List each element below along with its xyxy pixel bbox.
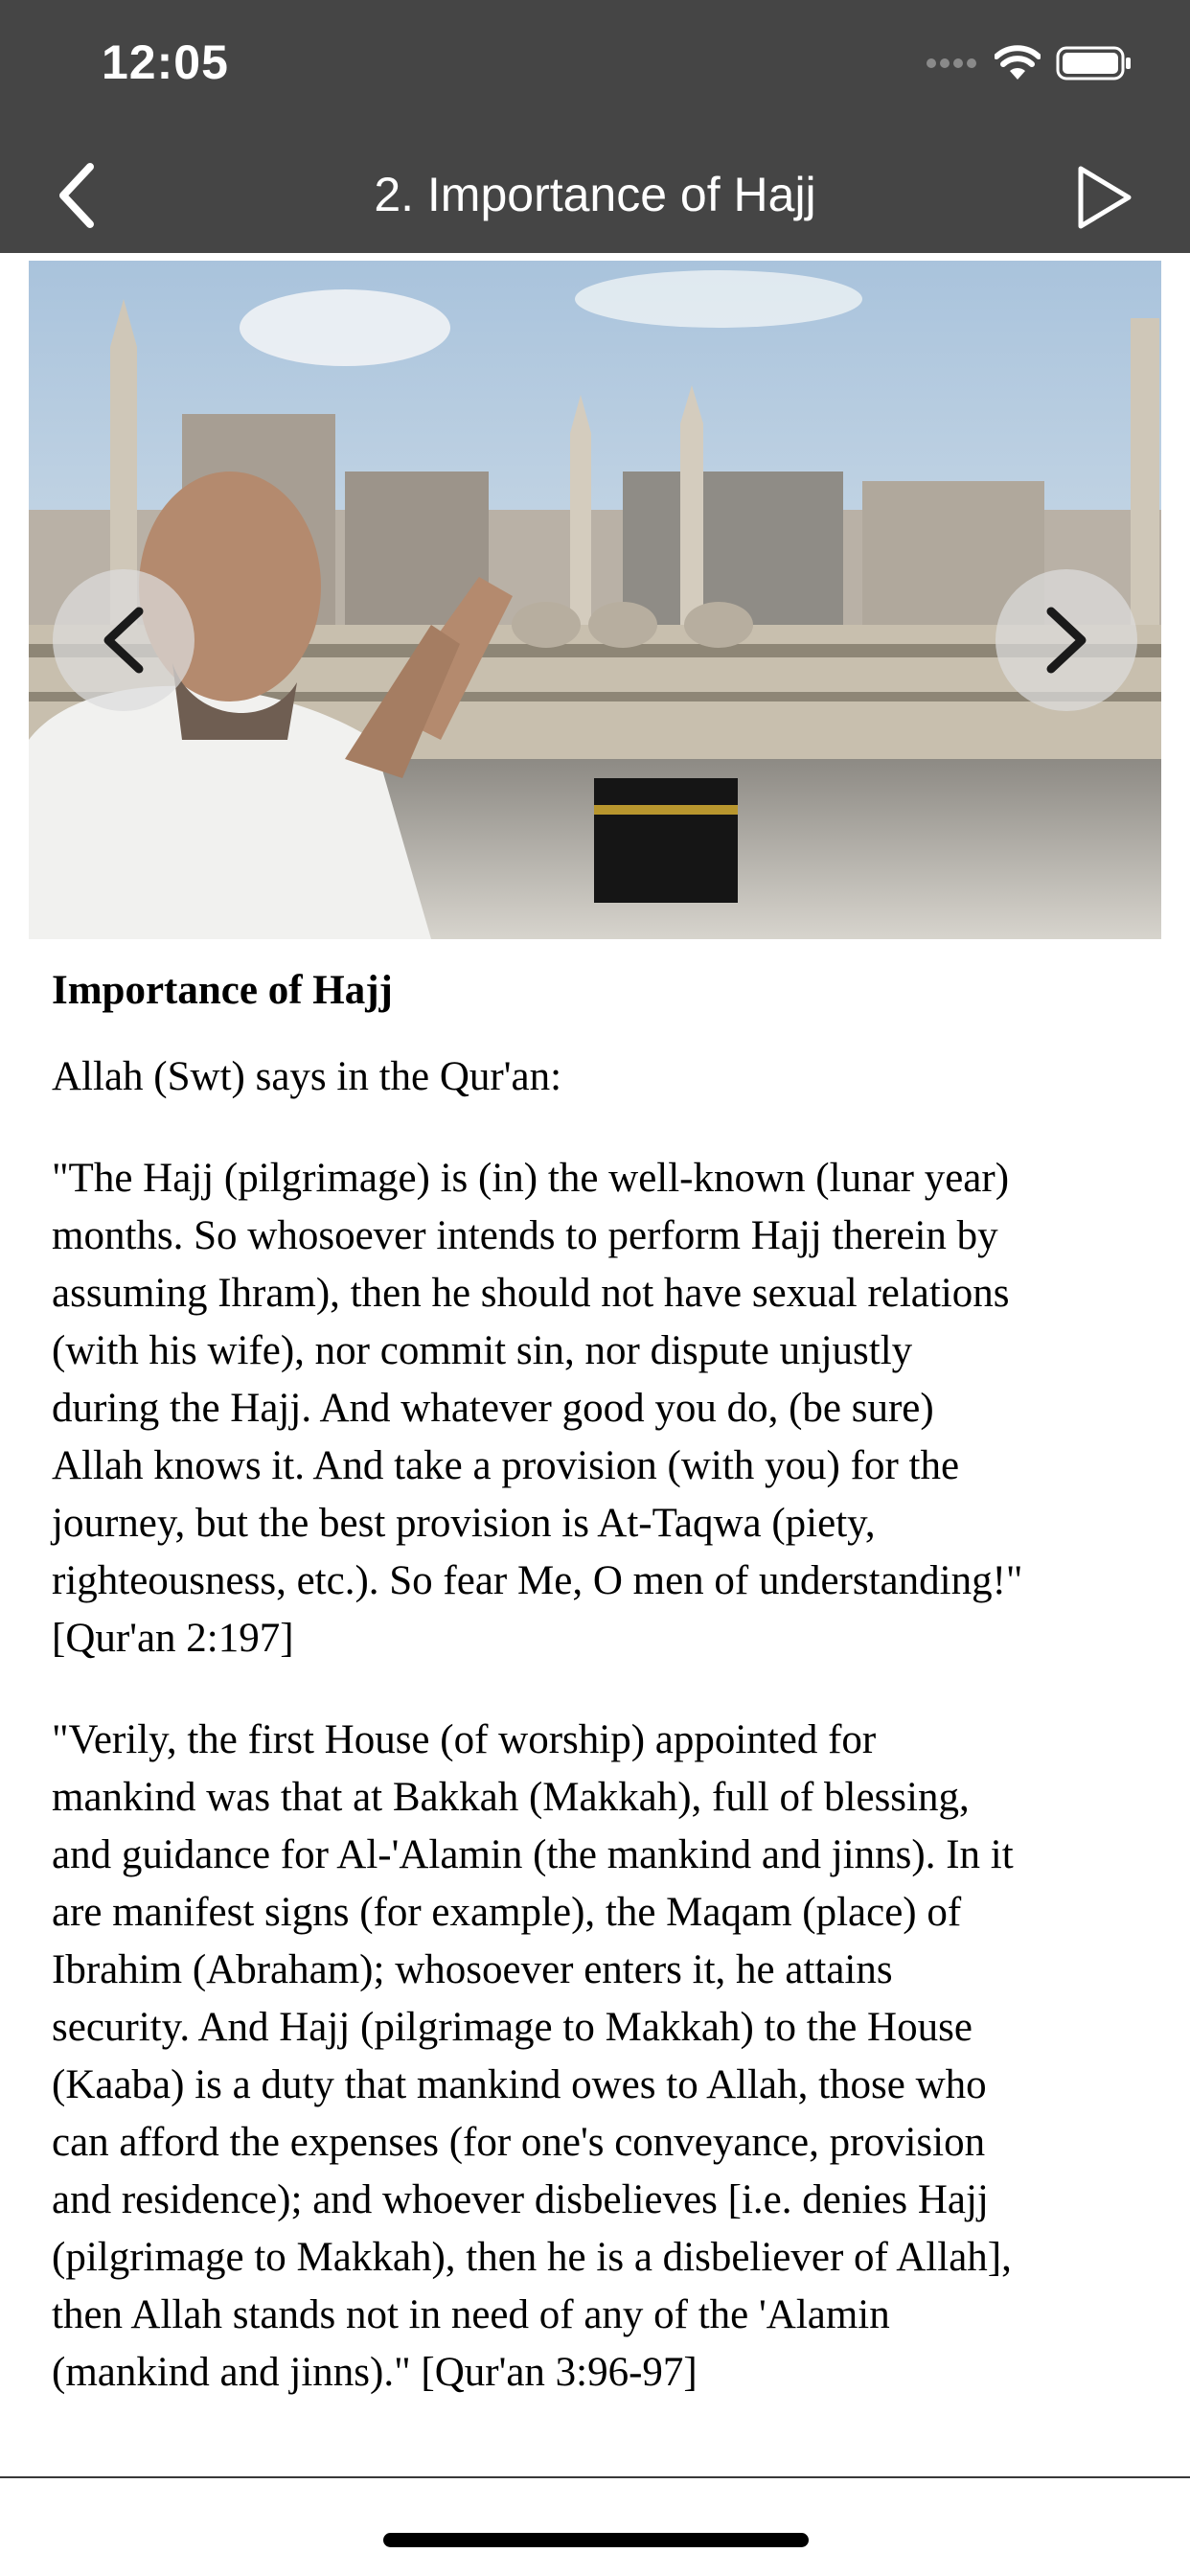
chevron-left-icon xyxy=(50,157,111,234)
back-button[interactable] xyxy=(50,157,111,234)
chevron-right-icon xyxy=(995,569,1137,711)
article-body xyxy=(52,962,1138,2446)
article-paragraph: Allah (Swt) says in the Qur'an: xyxy=(52,1054,562,1099)
page-title: 2. Importance of Hajj xyxy=(374,168,816,221)
article-paragraph: "Verily, the first House (of worship) appointed for mankind was that at Bakkah (Makkah), full of blessing, and guidance for Al-'Alamin (the mankind and jinns). In it are manifest signs (for example), the Maqam (place) of Ibrahim (Abraham); whosoever enters it, he attains security. And Hajj (pilgrimage to Makkah) to the House (Kaaba) is a duty that mankind owes to Allah, those who can afford the expenses (for one's conveyance, provision and residence); and whoever disbelieves [i.e. denies Hajj (pilgrimage to Makkah), then he is a disbeliever of Allah], then Allah stands not in need of any of the 'Alamin (mankind and jinns)." [Qur'an 3:96-97] xyxy=(52,1717,1014,2395)
article-paragraph: "The Hajj (pilgrimage) is (in) the well-known (lunar year) months. So whosoever intends to perform Hajj therein by assuming Ihram), then he should not have sexual relations (with his wife), nor commit sin, nor dispute unjustly during the Hajj. And whatever good you do, (be sure) Allah knows it. And take a provision (with you) for the journey, but the best provision is At-Taqwa (piety, righteousness, etc.). So fear Me, O men of understanding!" [Qur'an 2:197] xyxy=(52,1156,1023,1661)
carousel-prev-button[interactable] xyxy=(53,569,195,711)
bottom-divider xyxy=(0,2476,1190,2478)
status-time: 12:05 xyxy=(102,35,229,89)
hajj-kaaba-photo xyxy=(29,261,1161,939)
carousel-next-button[interactable] xyxy=(995,569,1137,711)
play-button[interactable] xyxy=(1069,159,1138,236)
chevron-left-icon xyxy=(53,569,195,711)
article-heading: Importance of Hajj xyxy=(52,968,393,1013)
navigation-bar xyxy=(0,138,1190,253)
hero-image-carousel xyxy=(29,261,1161,939)
home-indicator xyxy=(383,2533,809,2547)
wifi-icon xyxy=(995,45,1041,81)
signal-dots-icon xyxy=(926,57,979,70)
battery-icon xyxy=(1056,45,1133,81)
status-icons xyxy=(926,44,1133,82)
play-icon xyxy=(1069,159,1138,236)
status-bar xyxy=(0,0,1190,138)
